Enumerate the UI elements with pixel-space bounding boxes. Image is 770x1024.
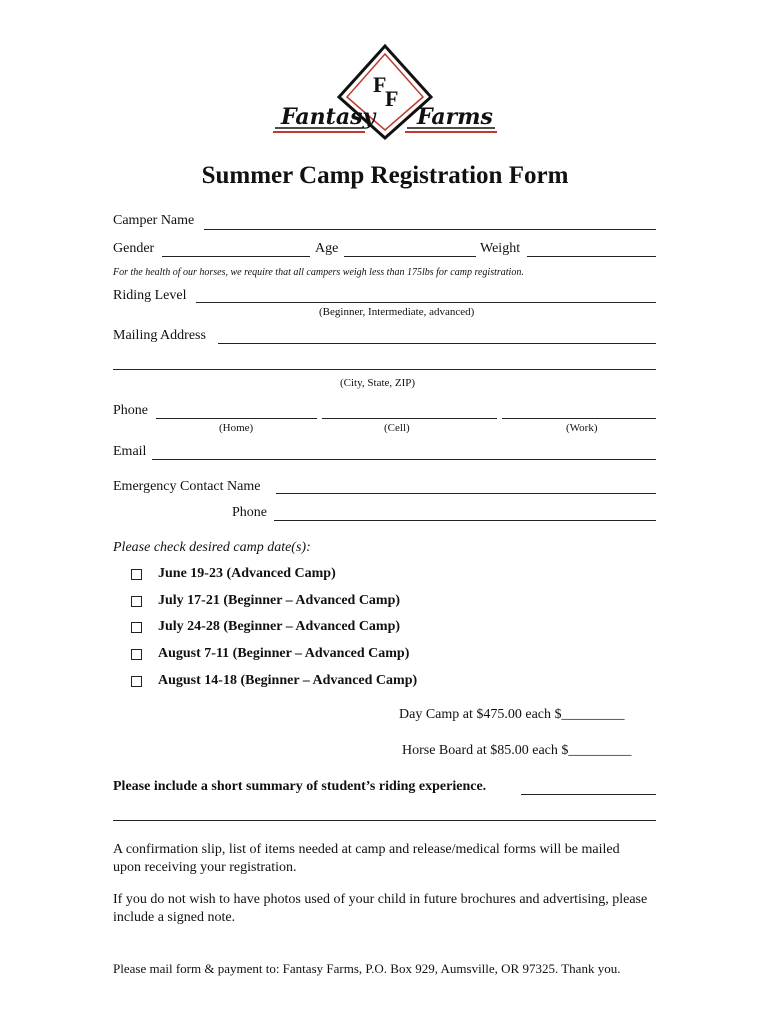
mailing-address-label: Mailing Address xyxy=(113,328,206,343)
camp-prompt: Please check desired camp date(s): xyxy=(113,540,311,555)
summary-field-line-2[interactable] xyxy=(113,820,656,821)
camp-option-4: August 7-11 (Beginner – Advanced Camp) xyxy=(158,646,410,661)
camper-name-field[interactable] xyxy=(204,229,656,230)
age-field[interactable] xyxy=(344,256,476,257)
logo-monogram-2: F xyxy=(385,86,399,111)
emergency-contact-label: Emergency Contact Name xyxy=(113,479,261,494)
logo-left-word: Fantasy xyxy=(281,104,376,130)
camp-checkbox-3[interactable] xyxy=(131,622,142,633)
day-camp-price: Day Camp at $475.00 each $_________ xyxy=(399,707,625,722)
riding-level-field[interactable] xyxy=(196,302,656,303)
riding-level-hint: (Beginner, Intermediate, advanced) xyxy=(319,306,475,318)
mailing-address-line-2[interactable] xyxy=(113,369,656,370)
camp-option-1: June 19-23 (Advanced Camp) xyxy=(158,566,336,581)
riding-level-label: Riding Level xyxy=(113,288,187,303)
gender-label: Gender xyxy=(113,241,155,256)
mail-instructions: Please mail form & payment to: Fantasy Farms, P.O. Box 929, Aumsville, OR 97325. Thank you. xyxy=(113,961,621,976)
logo-right-word: Farms xyxy=(417,104,493,130)
phone-cell-hint: (Cell) xyxy=(384,422,410,434)
gender-field[interactable] xyxy=(162,256,310,257)
logo xyxy=(265,42,505,142)
camp-checkbox-4[interactable] xyxy=(131,649,142,660)
photo-text: If you do not wish to have photos used of your child in future brochures and advertising, please include a signed note. xyxy=(113,892,648,925)
mailing-address-field[interactable] xyxy=(218,343,656,344)
email-field[interactable] xyxy=(152,459,656,460)
emergency-phone-label: Phone xyxy=(232,505,267,520)
logo-monogram-1: F xyxy=(373,72,387,97)
weight-label: Weight xyxy=(480,241,521,256)
camp-checkbox-2[interactable] xyxy=(131,596,142,607)
horse-board-price: Horse Board at $85.00 each $_________ xyxy=(402,743,632,758)
emergency-contact-field[interactable] xyxy=(276,493,656,494)
camp-option-2: July 17-21 (Beginner – Advanced Camp) xyxy=(158,593,401,608)
camp-checkbox-1[interactable] xyxy=(131,569,142,580)
weight-note: For the health of our horses, we require that all campers weigh less than 175lbs for camp registration. xyxy=(113,267,524,278)
summary-field[interactable] xyxy=(521,794,656,795)
camp-option-3: July 24-28 (Beginner – Advanced Camp) xyxy=(158,619,401,634)
phone-home-field[interactable] xyxy=(156,418,317,419)
phone-work-field[interactable] xyxy=(502,418,656,419)
phone-home-hint: (Home) xyxy=(219,422,254,434)
phone-work-hint: (Work) xyxy=(566,422,598,434)
summary-prompt: Please include a short summary of student’s riding experience. xyxy=(113,779,487,794)
emergency-phone-field[interactable] xyxy=(274,520,656,521)
camp-option-5: August 14-18 (Beginner – Advanced Camp) xyxy=(158,673,418,688)
camper-name-label: Camper Name xyxy=(113,213,195,228)
page-title: Summer Camp Registration Form xyxy=(201,162,569,189)
camp-checkbox-5[interactable] xyxy=(131,676,142,687)
weight-field[interactable] xyxy=(527,256,656,257)
email-label: Email xyxy=(113,444,147,459)
phone-cell-field[interactable] xyxy=(322,418,497,419)
city-hint: (City, State, ZIP) xyxy=(340,377,416,389)
age-label: Age xyxy=(315,241,339,256)
confirmation-text: A confirmation slip, list of items needed at camp and release/medical forms will be mailed upon receiving your registration. xyxy=(113,842,620,875)
phone-label: Phone xyxy=(113,403,148,418)
